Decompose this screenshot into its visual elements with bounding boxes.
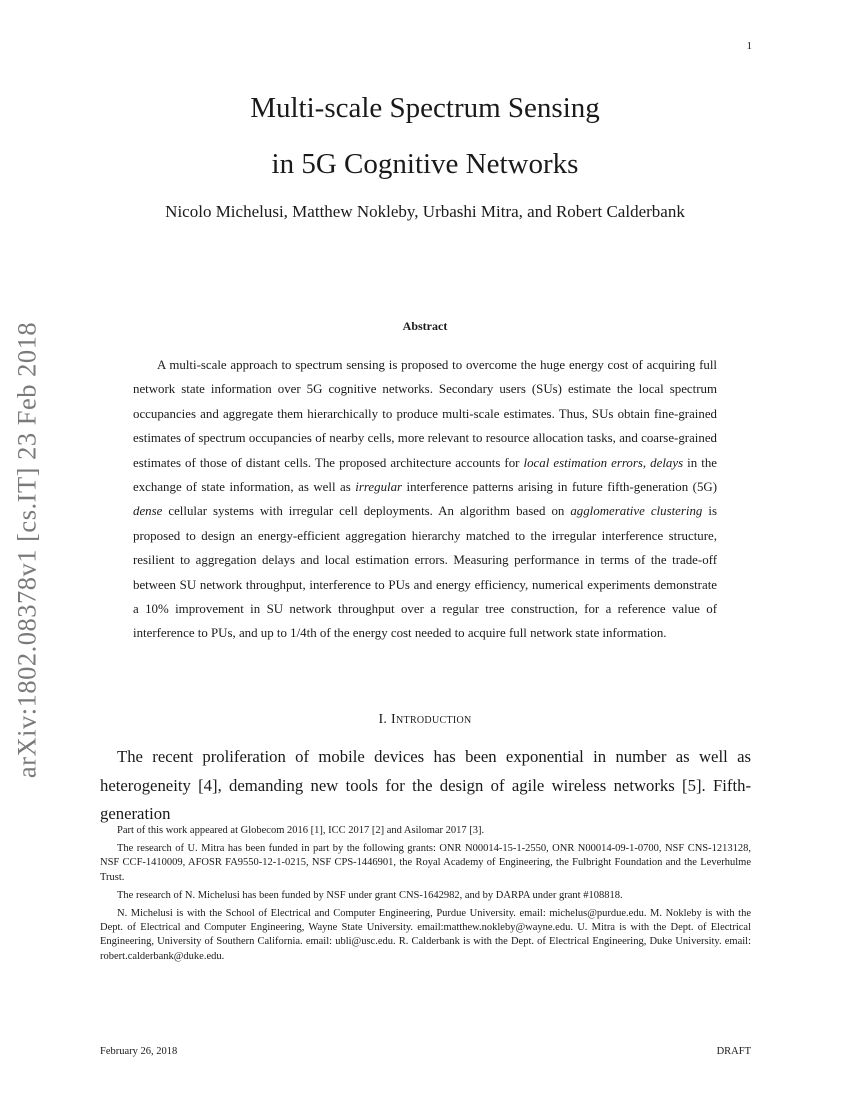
footnote: The research of U. Mitra has been funded in part by the following grants: ONR N00014-15-1-2550, ONR N00014-09-1-0700, NSF CNS-1213128, NSF CCF-1410009, AFOSR FA9550-12-1-0215, NSF CPS-1446901, the Royal Academy of Engineering, the Fulbright Foundation and the Leverhulme Trust. <box>100 843 751 883</box>
abstract-body <box>133 353 717 646</box>
abstract-heading: Abstract <box>402 319 448 333</box>
footnotes <box>100 824 751 968</box>
abstract-text-3: in the exchange of state information, as well as <box>133 455 717 495</box>
section-number: I. <box>378 712 388 727</box>
page-number: 1 <box>746 40 752 52</box>
footnote: Part of this work appeared at Globecom 2016 [1], ICC 2017 [2] and Asilomar 2017 [3]. <box>117 825 485 836</box>
authors: Nicolo Michelusi, Matthew Nokleby, Urbashi Mitra, and Robert Calderbank <box>165 202 685 221</box>
footnote: The research of N. Michelusi has been funded by NSF under grant CNS-1642982, and by DARPA under grant #108818. <box>117 889 623 901</box>
footer-status: DRAFT <box>716 1046 751 1057</box>
abstract-emphasis-4: dense <box>133 504 163 519</box>
arxiv-stamp-text: arXiv:1802.08378v1 [cs.IT] 23 Feb 2018 <box>11 321 42 779</box>
abstract-text-4: interference patterns arising in future fifth-generation (5G) <box>402 480 717 495</box>
abstract-text-6: is proposed to design an energy-efficient aggregation hierarchy matched to the irregular interference structure, resilient to aggregation delays and local estimation errors. Measuring performance in terms of the trade-off between SU network throughput, interference to PUs and energy efficiency, numerical experiments demonstrate a 10% improvement in SU network throughput over a regular tree construction, for a reference value of interference to PUs, and up to 1/4th of the energy cost needed to acquire full network state information. <box>133 504 717 641</box>
abstract-emphasis-1: local estimation errors <box>523 455 643 470</box>
section-heading <box>0 712 850 728</box>
abstract-emphasis-5: agglomerative clustering <box>570 504 703 519</box>
intro-paragraph: The recent proliferation of mobile devices has been exponential in number as well as heterogeneity [4], demanding new tools for the design of agile wireless networks [5]. Fifth-generation <box>100 747 751 823</box>
footer-date: February 26, 2018 <box>100 1046 178 1057</box>
abstract-text-2: , <box>642 455 651 470</box>
paper-title <box>0 80 850 192</box>
title-line-2: in 5G Cognitive Networks <box>271 148 579 180</box>
abstract-emphasis-2: delays <box>650 455 684 470</box>
abstract-text-5: cellular systems with irregular cell deployments. An algorithm based on <box>162 504 571 519</box>
title-line-1: Multi-scale Spectrum Sensing <box>250 92 600 124</box>
footnote: N. Michelusi is with the School of Electrical and Computer Engineering, Purdue University. email: michelus@purdue.edu. M. Nokleby is with the Dept. of Electrical and Computer Engineering, Wayne State University. email:matthew.nokleby@wayne.edu. U. Mitra is with the Dept. of Electrical Engineering, University of Southern California. email: ubli@usc.edu. R. Calderbank is with the Dept. of Electrical Engineering, Duke University. email: robert.calderbank@duke.edu. <box>100 908 751 962</box>
abstract-emphasis-3: irregular <box>355 480 403 495</box>
section-title: Introduction <box>391 712 472 727</box>
abstract-text-1: A multi-scale approach to spectrum sensing is proposed to overcome the huge energy cost of acquiring full network state information over 5G cognitive networks. Secondary users (SUs) estimate the local spectrum occupancies and aggregate them hierarchically to produce multi-scale estimates. Thus, SUs obtain fine-grained estimates of spectrum occupancies of nearby cells, more relevant to resource allocation tasks, and coarse-grained estimates of those of distant cells. The proposed architecture accounts for <box>133 358 717 470</box>
